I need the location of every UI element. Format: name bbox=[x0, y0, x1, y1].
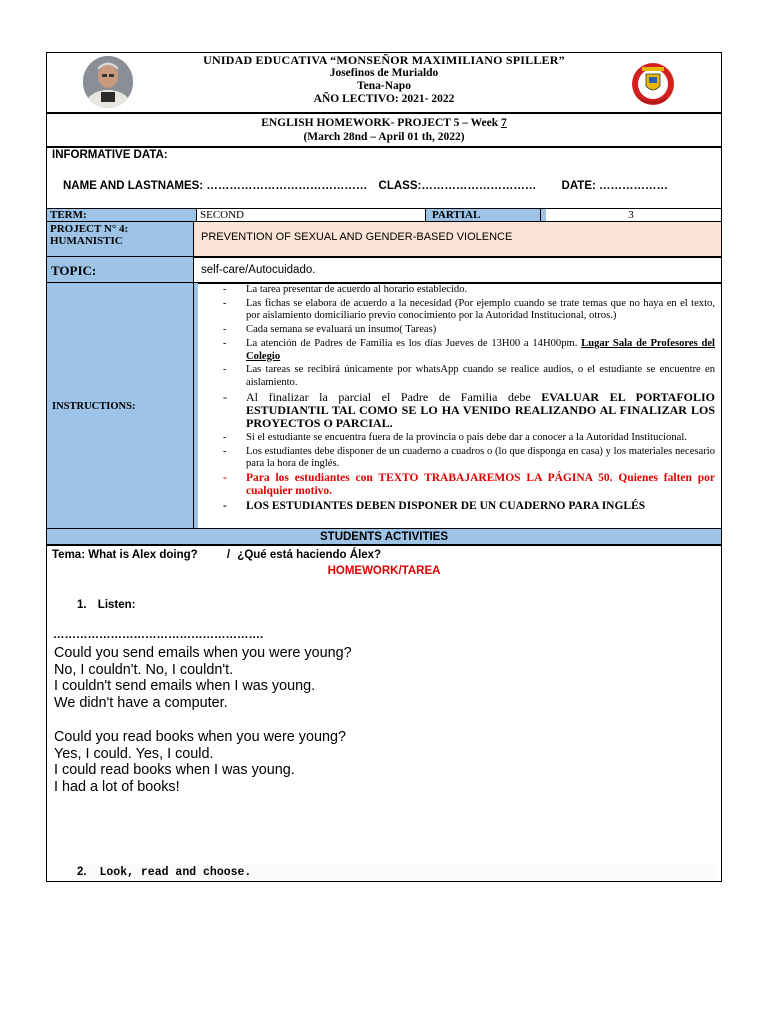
dialog-line: We didn't have a computer. bbox=[54, 694, 228, 711]
project-row bbox=[46, 221, 722, 258]
dialog-block-2 bbox=[54, 729, 346, 795]
look-number: 2. bbox=[77, 866, 87, 878]
activities-title: STUDENTS ACTIVITIES bbox=[46, 528, 722, 546]
partial-label: PARTIAL bbox=[425, 209, 546, 222]
instruction-item: - Las tareas se recibirá únicamente por whatsApp cuando se realice audios, o el estudiante se encuentre en aislamiento. bbox=[203, 364, 715, 389]
school-location: Tena-Napo bbox=[357, 80, 411, 92]
listen-item bbox=[77, 599, 136, 611]
project-number: PROJECT N° 4: bbox=[50, 223, 129, 235]
school-header bbox=[46, 52, 722, 114]
listen-number: 1. bbox=[77, 599, 87, 611]
homework-title bbox=[47, 116, 721, 130]
dialog-line: I couldn't send emails when I was young. bbox=[54, 678, 316, 695]
instructions-list bbox=[203, 284, 715, 513]
tema-line bbox=[52, 549, 381, 561]
homework-heading: HOMEWORK/TAREA bbox=[327, 565, 441, 577]
class-field[interactable]: CLASS:………………………… bbox=[378, 180, 537, 192]
school-title-block bbox=[47, 54, 721, 106]
project-type: HUMANISTIC bbox=[50, 235, 123, 247]
instruction-item bbox=[203, 391, 715, 431]
project-value: PREVENTION OF SEXUAL AND GENDER-BASED VIOLENCE bbox=[193, 222, 721, 257]
instructions-label bbox=[47, 283, 198, 529]
look-item bbox=[77, 865, 717, 879]
tema-es: ¿Qué está haciendo Álex? bbox=[237, 549, 382, 561]
student-fields bbox=[63, 180, 713, 192]
dialog-line: No, I couldn't. No, I couldn't. bbox=[54, 661, 234, 678]
homework-week: 7 bbox=[501, 117, 507, 129]
instructions-row bbox=[46, 282, 722, 530]
instruction-item: - LOS ESTUDIANTES DEBEN DISPONER DE UN CUADERNO PARA INGLÉS bbox=[203, 500, 715, 512]
dialog-line: Could you read books when you were young? bbox=[54, 729, 347, 745]
instructions-divider bbox=[193, 283, 194, 529]
look-label: Look, read and choose. bbox=[99, 866, 252, 879]
partial-value: 3 bbox=[540, 209, 721, 222]
school-order: Josefinos de Murialdo bbox=[329, 67, 439, 79]
topic-row bbox=[46, 256, 722, 284]
informative-title: INFORMATIVE DATA: bbox=[52, 149, 168, 161]
activities-body bbox=[46, 544, 722, 882]
instruction-item: - Cada semana se evaluará un insumo( Tareas) bbox=[203, 324, 715, 336]
topic-label: TOPIC: bbox=[47, 257, 193, 283]
instruction-item: - Los estudiantes debe disponer de un cuaderno a cuadros o (lo que disponga en casa) y los materiales necesario para la hora de inglés. bbox=[203, 446, 715, 471]
listen-label: Listen: bbox=[97, 599, 136, 611]
term-value: SECOND bbox=[196, 209, 426, 222]
instruction-item: - La tarea presentar de acuerdo al horario establecido. bbox=[203, 284, 715, 296]
homework-title-text: ENGLISH HOMEWORK- PROJECT 5 – Week bbox=[261, 117, 502, 129]
homework-title-block bbox=[46, 112, 722, 148]
instruction-emphasis: EVALUAR EL PORTAFOLIO ESTUDIANTIL TAL COMO SE LO HA VENIDO REALIZANDO AL FINALIZAR LOS PROYECTOS O PARCIAL. bbox=[246, 389, 715, 431]
homework-dates: (March 28nd – April 01 th, 2022) bbox=[303, 131, 465, 143]
date-field[interactable]: DATE: ……………… bbox=[561, 180, 669, 192]
dialog-line: I had a lot of books! bbox=[54, 778, 180, 795]
instruction-item bbox=[203, 338, 715, 363]
answer-line[interactable]: ………………………………………………. bbox=[53, 629, 264, 641]
school-crest-icon bbox=[629, 61, 677, 107]
name-field[interactable]: NAME AND LASTNAMES: …………………………………… bbox=[63, 180, 368, 192]
instruction-item-red: - Para los estudiantes con TEXTO TRABAJAREMOS LA PÁGINA 50. Quienes falten por cualquier motivo. bbox=[203, 472, 715, 498]
instructions-label-text: INSTRUCTIONS: bbox=[52, 400, 136, 412]
school-name: UNIDAD EDUCATIVA “MONSEÑOR MAXIMILIANO SPILLER” bbox=[203, 53, 565, 67]
instruction-item: - Si el estudiante se encuentra fuera de la provincia o país debe dar a conocer a la Autoridad Institucional. bbox=[203, 432, 715, 444]
dialog-line: Yes, I could. Yes, I could. bbox=[54, 745, 214, 762]
dialog-block-1 bbox=[54, 645, 352, 711]
instruction-text: Al finalizar la parcial el Padre de Familia debe bbox=[246, 389, 542, 404]
instruction-item: - Las fichas se elabora de acuerdo a la necesidad (Por ejemplo cuando se trate temas que no haya en el texto, por aislamiento domiciliario previo conocimiento por la Autoridad Institucional, otros.) bbox=[203, 298, 715, 323]
topic-value: self-care/Autocuidado. bbox=[193, 257, 721, 283]
dialog-line: Could you send emails when you were young? bbox=[54, 645, 352, 661]
term-label: TERM: bbox=[47, 209, 196, 222]
dialog-line: I could read books when I was young. bbox=[54, 762, 295, 779]
instruction-text: La atención de Padres de Familia es los días Jueves de 13H00 a 14H00pm. bbox=[246, 338, 582, 350]
informative-data bbox=[46, 146, 722, 210]
instruction-place: Lugar Sala de Profesores del Colegio bbox=[246, 338, 715, 362]
tema-slash: / bbox=[226, 549, 231, 561]
tema-en: Tema: What is Alex doing? bbox=[52, 549, 198, 561]
school-year: AÑO LECTIVO: 2021- 2022 bbox=[313, 93, 455, 105]
project-label bbox=[47, 222, 193, 257]
